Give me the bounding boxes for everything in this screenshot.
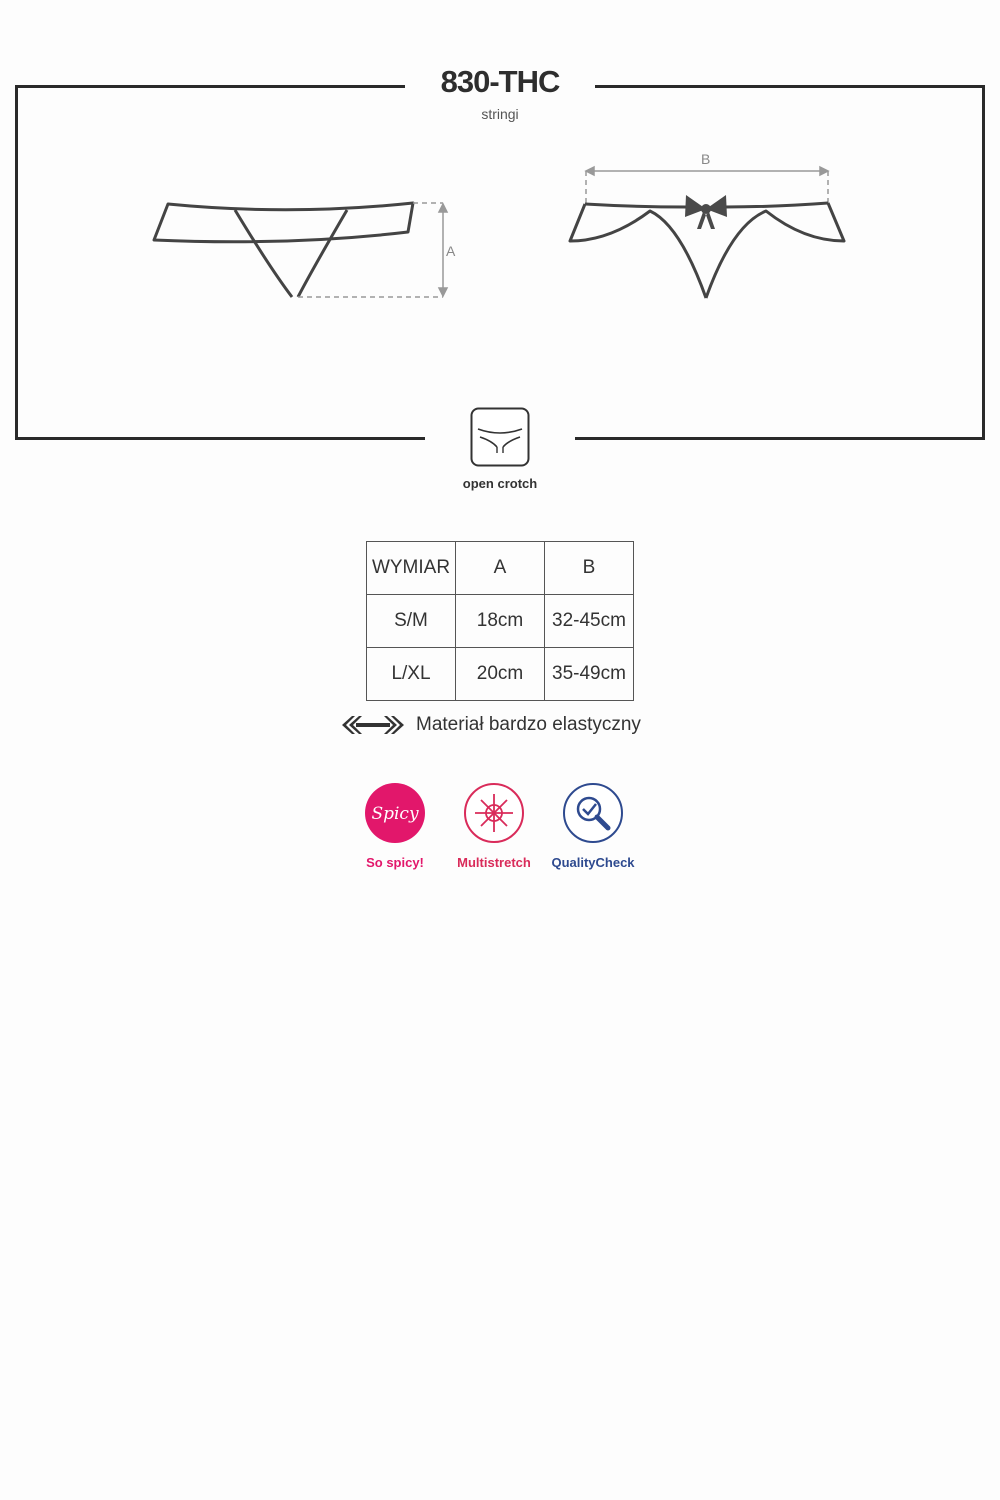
table-cell: L/XL: [367, 648, 456, 701]
product-type: stringi: [481, 106, 519, 122]
spicy-icon: [364, 782, 426, 844]
table-header-cell: WYMIAR: [367, 542, 456, 595]
frame-bottom-right: [575, 437, 985, 440]
frame-top-right: [595, 85, 985, 88]
stretch-arrows-icon: [340, 712, 406, 738]
dim-a-label: A: [446, 243, 456, 259]
table-cell: 32-45cm: [545, 595, 634, 648]
badge-label-multistretch: Multistretch: [457, 855, 531, 870]
front-view-drawing: [140, 190, 470, 310]
table-header-row: [367, 542, 634, 595]
quality-check-icon: [562, 782, 624, 844]
frame-right: [982, 85, 985, 440]
back-view-drawing: [560, 145, 860, 310]
table-header-cell: B: [545, 542, 634, 595]
table-cell: 18cm: [456, 595, 545, 648]
badge-multistretch: [439, 782, 549, 870]
table-cell: 35-49cm: [545, 648, 634, 701]
dim-b-label: B: [701, 151, 711, 167]
table-header-cell: A: [456, 542, 545, 595]
multistretch-icon: [463, 782, 525, 844]
spicy-icon-text: Spicy: [371, 804, 419, 824]
open-crotch-icon: [470, 407, 530, 472]
open-crotch-label: open crotch: [462, 476, 538, 491]
table-row: [367, 595, 634, 648]
product-code: 830-THC: [440, 64, 560, 99]
frame-bottom-left: [15, 437, 425, 440]
frame-top-left: [15, 85, 405, 88]
frame-left: [15, 85, 18, 440]
badge-label-spicy: So spicy!: [366, 855, 424, 870]
badge-label-quality-check: QualityCheck: [551, 855, 635, 870]
stretch-note: [340, 712, 641, 738]
table-cell: S/M: [367, 595, 456, 648]
badge-quality-check: [538, 782, 648, 870]
size-table: [366, 541, 634, 701]
table-cell: 20cm: [456, 648, 545, 701]
badge-spicy: [340, 782, 450, 870]
stretch-text: Materiał bardzo elastyczny: [416, 714, 641, 735]
table-row: [367, 648, 634, 701]
